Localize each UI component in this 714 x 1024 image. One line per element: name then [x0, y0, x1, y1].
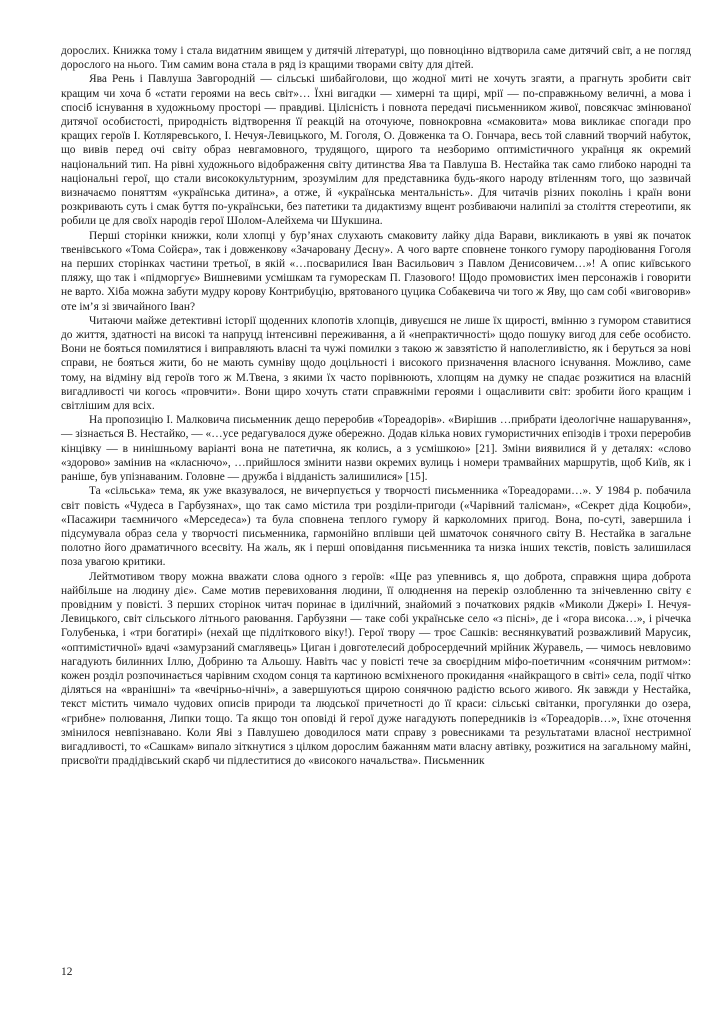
paragraph: дорослих. Книжка тому і стала видатним явищем у дитячій літературі, що повноцінно відтворила саме дитячий світ, а не погляд дорослого на нього. Тим самим вона стала в ряд із кращими творами світу для дітей. — [61, 45, 691, 72]
paragraph: Та «сільська» тема, як уже вказувалося, не вичерпується у творчості письменника «Тореадорами…». У 1984 р. побачила світ повість «Чудеса в Гарбузянах», що так само містила три розділи-пригоди («Чарівний талісман», «Секрет діда Коцюби», «Пасажири таємничого «Мерседеса») та була сповнена теплого гумору й карколомних пригод. Вона, по-суті, завершила і підсумувала образ села у творчості письменника, гармонійно вплівши цей шматочок сонячного світу В. Нестайка в загальне полотно його драматичного всесвіту. На жаль, як і перші оповідання письменника та низка інших текстів, повість залишилася поза увагою критики. — [61, 485, 691, 569]
paragraph: Лейтмотивом твору можна вважати слова одного з героїв: «Ще раз упевнивсь я, що доброта, справжня щира доброта найбільше на людину діє». Саме мотив перевиховання людини, її олюднення на перекір озлобленню та знічевленню світу є провідним у повісті. З перших сторінок читач поринає в ідилічний, знайомий з початкових рядків «Миколи Джері» І. Нечуя-Левицького, світ сільського літнього раювання. Гарбузяни — таке собі українське село «з пісні», де і «гора висока…», і річечка Голубенька, і «три богатирі» (нехай ще підліткового віку!). Герої твору — троє Сашків: веснянкуватий розважливий Марусик, «оптимістичної» вдачі «замурзаний смаглявець» Циган і довготелесий добросердечний мрійник Журавель, — чимось невловимо нагадують билинних Іллю, Добриню та Альошу. Навіть час у повісті тече за своєрідним міфо-поетичним «сонячним ритмом»: кожен розділ розпочинається чарівним сходом сонця та картиною всміхненого прокидання «найкращого в світі» села, події чітко діляться на «вранішні» та «вечірньо-нічні», а завершуються щирою сонячною радістю всього живого. Як завжди у Нестайка, текст містить чимало чудових описів природи та людської причетності до її краси: сільські світанки, прогулянки до озера, «грибне» полювання, Липки тощо. Та якщо тон оповіді й герої дуже нагадують попередників із «Тореадорів…», їхнє оточення змінилося невпізнавано. Коли Яві з Павлушею доводилося мати справу з ровесниками та результатами власної нестримної вигадливості, то «Сашкам» випало зіткнутися з цілком дорослим бажанням мати власну автівку, розжитися на загальному майні, присвоїти прадідівський скарб чи підлеститися до «високого начальства». Письменник — [61, 570, 691, 768]
paragraph: Читаючи майже детективні історії щоденних клопотів хлопців, дивуєшся не лише їх щирості, вмінню з гумором ставитися до життя, здатності на високі та напруцд інтенсивні переживання, а й «непрактичності» щодо пошуку вигод для себе особисто. Вони не бояться помилятися і виправляють власні та чужі помилки з такою ж завзятістю й наполегливістю, як і беруться за нові справи, не бояться жити, бо не мають сумніву щодо доцільності і високого призначення власного існування. Можливо, саме тому, на відміну від героїв того ж М.Твена, з якими їх часто порівнюють, хлопцям на думку не спадає розжитися на власній вигадливості чи когось «провчити». Вони щиро хочуть стати справжніми героями і ощасливити світ: зробити його кращим і світлішим для всіх. — [61, 314, 691, 413]
page-number: 12 — [61, 966, 73, 978]
body-text — [61, 44, 691, 768]
paragraph: Ява Рень і Павлуша Завгородній — сільські шибайголови, що жодної миті не хочуть згаяти, а прагнуть зробити світ кращим чи хоча б «стати героями на весь світ»… Їхні вигадки — химерні та щирі, мрії — по-справжньому величні, а мова і спосіб існування в художньому просторі — правдиві. Цілісність і повнота передачі письменником живої, повсякчас змінюваної дитячої особистості, природність відтворення її реакцій на оточуюче, повнокровна «смаковита» мова викликає спогади про кращих героїв І. Котляревського, І. Нечуя-Левицького, М. Гоголя, О. Довженка та О. Гончара, весь той славний творчий набуток, що вивів перед очі світу образ невгамовного, трудящого, щирого та незборимо оптимістичного українця як окремий національний тип. На рівні художнього відображення світу дитинства Ява та Павлуша В. Нестайка так само глибоко народні та національні герої, що стали висококультурним, зрозумілим для представника будь-якого народу втіленням того, що зазвичай визначаємо поняттям «українська дитина», а отже, й «українська ментальність». Для читачів різних поколінь і країн вони розкривають суть і смак буття по-українськи, без патетики та дидактизму вщент розбиваючи налипілі за століття стереотипи, як робили це для своїх народів герої Шолом-Алейхема чи Шукшина. — [61, 73, 691, 228]
paragraph: На пропозицію І. Малковича письменник дещо переробив «Тореадорів». «Вирішив …прибрати ідеологічне нашарування», — зізнається В. Нестайко, — «…усе редагувалося дуже обережно. Додав кілька нових гумористичних епізодів і трохи переробив кінцівку — в нинішньому варіанті вона не патетична, як колись, а з усмішкою» [21]. Зміни виявилися й у деталях: «слово «здорово» замінив на «класнючо», …прийшлося змінити назви окремих вулиць і номери трамвайних маршрутів, щоб Київ, як і раніше, був упізнаваним. Головне — дружба і відданість залишилися» [15]. — [61, 414, 691, 484]
paragraph: Перші сторінки книжки, коли хлопці у бур’янах слухають смаковиту лайку діда Варави, викликають в уяві як початок твенівського «Тома Сойєра», так і довженкову «Зачаровану Десну». А чого варте сповнене тонкого гумору пародіювання Гоголя на перших сторінках частини третьої, в якій «…посварилися Іван Васильович з Павлом Денисовичем…»! А опис київського пляжу, що так і «підморгує» Вишневими усмішкам та гуморескам П. Глазового! Щодо промовистих імен персонажів і говорити не варто. Хіба можна забути мудру корову Контрибуцію, врятованого цуцика Собакевича чи того ж Яву, що сам собі «виговорив» оте ім’я зі звичайного Іван? — [61, 229, 691, 313]
